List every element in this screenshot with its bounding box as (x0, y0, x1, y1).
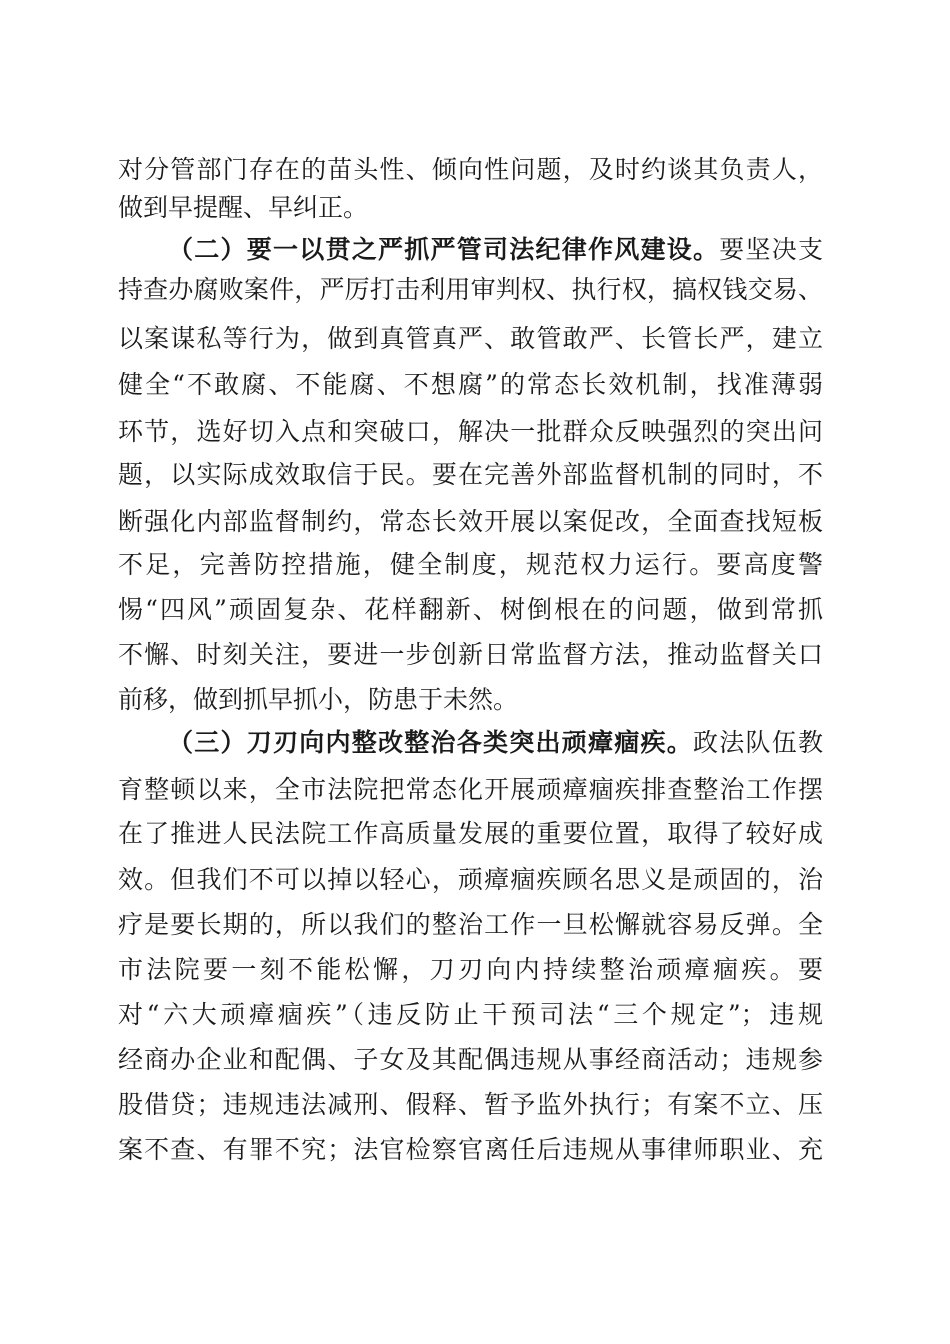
text-line: 效。但我们不可以掉以轻心，顽瘴痼疾顾名思义是顽固的，治 (118, 865, 823, 894)
text-span: 政法队伍教 (692, 728, 823, 757)
text-line: 断强化内部监督制约，常态长效开展以案促改，全面查找短板 (118, 507, 823, 536)
text-line: 健全“不敢腐、不能腐、不想腐”的常态长效机制，找准薄弱 (118, 370, 823, 399)
text-line: 环节，选好切入点和突破口，解决一批群众反映强烈的突出问 (118, 417, 823, 446)
text-span: 要坚决支 (719, 235, 823, 264)
section-heading: （二）要一以贯之严抓严管司法纪律作风建设。 (168, 235, 720, 264)
text-line: 做到早提醒、早纠正。 (118, 193, 369, 222)
text-line: 在了推进人民法院工作高质量发展的重要位置，取得了较好成 (118, 819, 823, 848)
text-line: 市法院要一刻不能松懈，刀刃向内持续整治顽瘴痼疾。要 (118, 955, 823, 984)
text-line: 前移，做到抓早抓小，防患于未然。 (118, 685, 519, 714)
section-heading: （三）刀刃向内整改整治各类突出顽瘴痼疾。 (168, 728, 693, 757)
text-line: 持查办腐败案件，严厉打击利用审判权、执行权，搞权钱交易、 (118, 275, 823, 304)
text-line: 不足，完善防控措施，健全制度，规范权力运行。要高度警 (118, 550, 823, 579)
text-line: 疗是要长期的，所以我们的整治工作一旦松懈就容易反弹。全 (118, 910, 823, 939)
text-line: 案不查、有罪不究；法官检察官离任后违规从事律师职业、充 (118, 1135, 823, 1164)
text-line: 以案谋私等行为，做到真管真严、敢管敢严、长管长严，建立 (118, 324, 823, 353)
text-line: 股借贷；违规违法减刑、假释、暂予监外执行；有案不立、压 (118, 1090, 823, 1119)
text-line: 对分管部门存在的苗头性、倾向性问题，及时约谈其负责人， (118, 155, 823, 184)
text-line: 对“六大顽瘴痼疾”（违反防止干预司法“三个规定”；违规 (118, 1000, 823, 1029)
section-heading-line (168, 230, 823, 270)
text-line: 不懈、时刻关注，要进一步创新日常监督方法，推动监督关口 (118, 640, 823, 669)
text-line: 题，以实际成效取信于民。要在完善外部监督机制的同时，不 (118, 460, 823, 489)
text-line: 经商办企业和配偶、子女及其配偶违规从事经商活动；违规参 (118, 1045, 823, 1074)
text-line: 惕“四风”顽固复杂、花样翻新、树倒根在的问题，做到常抓 (118, 595, 823, 624)
text-line: 育整顿以来，全市法院把常态化开展顽瘴痼疾排查整治工作摆 (118, 775, 823, 804)
section-heading-line (168, 723, 823, 763)
